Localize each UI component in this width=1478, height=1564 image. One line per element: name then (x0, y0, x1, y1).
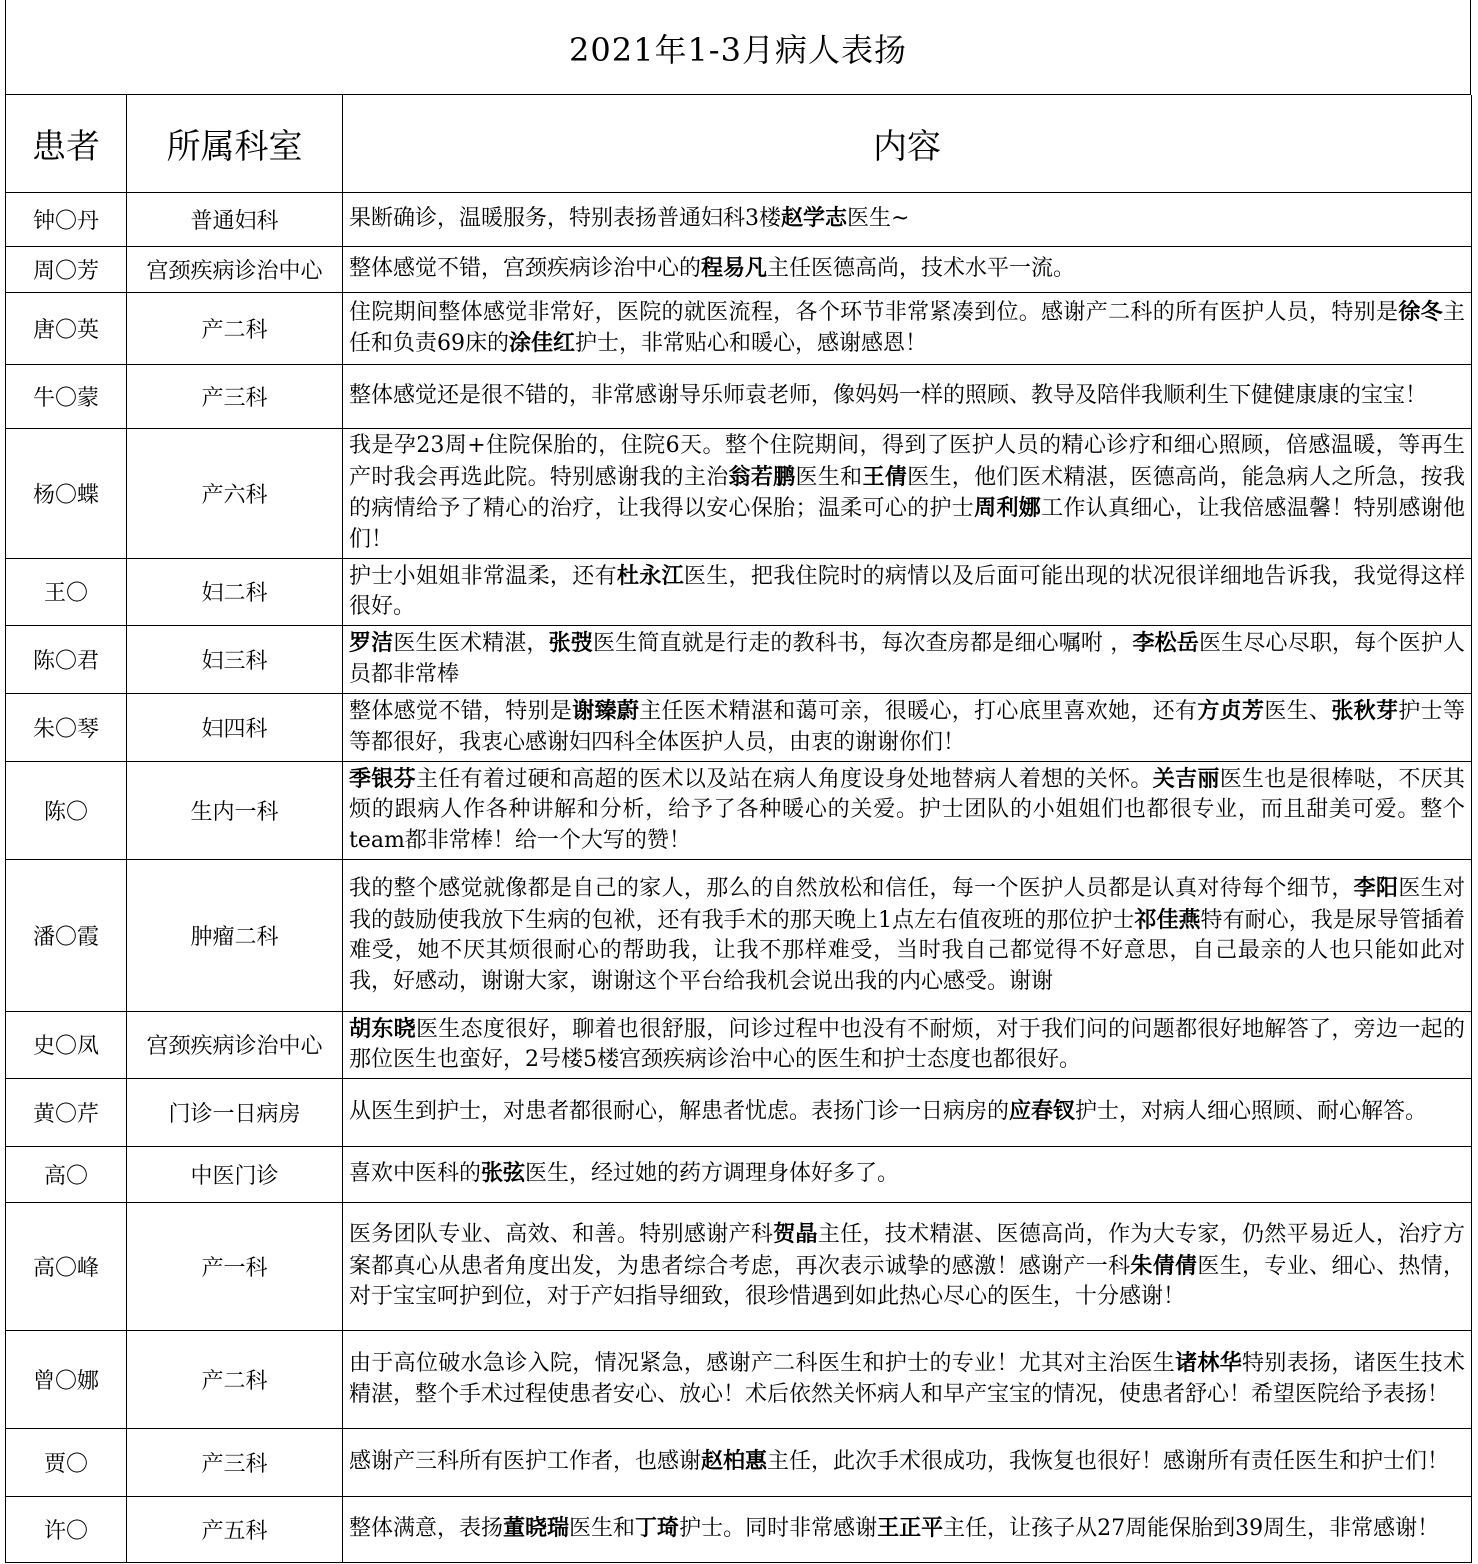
table-row (6, 246, 1472, 292)
patient-cell[interactable]: 陈〇 (6, 761, 127, 859)
content-text: 由于高位破水急诊入院，情况紧急，感谢产二科医生和护士的专业！尤其对主治医生 (349, 1351, 1176, 1376)
department-cell[interactable]: 产五科 (127, 1496, 343, 1562)
content-text: 主任有着过硬和高超的医术以及站在病人角度设身处地替病人着想的关怀。 (415, 766, 1153, 792)
staff-name: 张弦 (481, 1160, 526, 1187)
department-cell[interactable]: 宫颈疾病诊治中心 (127, 1011, 343, 1078)
header-department: 所属科室 (127, 95, 343, 192)
staff-name: 祁佳燕 (1134, 906, 1201, 933)
content-cell[interactable] (343, 246, 1472, 292)
content-text: 医生尽心尽职，每个医护人员都非常棒 (349, 631, 1465, 687)
staff-name: 赵柏惠 (701, 1448, 768, 1475)
department-cell[interactable]: 妇四科 (127, 693, 343, 761)
content-text: 感谢产三科所有医护工作者，也感谢 (349, 1449, 702, 1475)
department-cell[interactable]: 肿瘤二科 (127, 859, 343, 1011)
staff-name: 李松岳 (1132, 630, 1199, 656)
department-cell[interactable]: 宫颈疾病诊治中心 (127, 246, 343, 292)
content-cell[interactable] (343, 428, 1472, 558)
table-row (6, 1011, 1472, 1078)
staff-name: 朱倩倩 (1130, 1252, 1198, 1279)
content-text: 整体感觉不错，特别是 (349, 699, 573, 724)
patient-cell[interactable]: 朱〇琴 (6, 693, 127, 761)
content-cell[interactable] (343, 292, 1472, 364)
staff-name: 罗洁 (349, 630, 394, 656)
patient-cell[interactable]: 唐〇英 (6, 292, 127, 364)
staff-name: 贺晶 (773, 1221, 818, 1248)
content-text: 住院期间整体感觉非常好，医院的就医流程，各个环节非常紧凑到位。感谢产二科的所有医护人员，特别是 (349, 299, 1399, 325)
department-cell[interactable]: 中医门诊 (127, 1146, 343, 1202)
table-row (6, 1146, 1472, 1202)
staff-name: 胡东晓 (349, 1015, 416, 1042)
table-row (6, 1202, 1472, 1330)
table-row (6, 1428, 1472, 1496)
content-text: 整体感觉不错，宫颈疾病诊治中心的 (349, 256, 702, 282)
department-cell[interactable]: 产六科 (127, 428, 343, 558)
table-row (6, 558, 1472, 625)
table-row (6, 1078, 1472, 1146)
content-text: 从医生到护士，对患者都很耐心，解患者忧虑。表扬门诊一日病房的 (349, 1099, 1010, 1125)
staff-name: 涂佳红 (509, 330, 576, 356)
patient-cell[interactable]: 周〇芳 (6, 246, 127, 292)
content-cell[interactable] (343, 558, 1472, 625)
patient-cell[interactable]: 曾〇娜 (6, 1330, 127, 1428)
content-cell[interactable] (343, 1146, 1472, 1202)
content-text: 整体满意，表扬 (349, 1516, 504, 1542)
table-row (6, 859, 1472, 1011)
content-cell[interactable] (343, 693, 1472, 761)
content-text: 医生医术精湛， (393, 631, 549, 656)
patient-cell[interactable]: 高〇峰 (6, 1202, 127, 1330)
patient-cell[interactable]: 钟〇丹 (6, 192, 127, 246)
department-cell[interactable]: 产三科 (127, 364, 343, 428)
page-title: 2021年1-3月病人表扬 (569, 31, 907, 69)
content-cell[interactable] (343, 364, 1472, 428)
content-text: 护士等等都很好，我衷心感谢妇四科全体医护人员，由衷的谢谢你们！ (349, 699, 1465, 755)
staff-name: 翁若鹏 (728, 463, 796, 490)
table-row (6, 693, 1472, 761)
staff-name: 赵学志 (781, 205, 848, 232)
staff-name: 董晓瑞 (503, 1515, 570, 1542)
content-text: 主任和负责69床的 (349, 299, 1465, 356)
content-cell[interactable] (343, 1496, 1472, 1562)
content-text: 医生也是很棒哒，不厌其烦的跟病人作各种讲解和分析，给予了各种暖心的关爱。护士团队的小姐姐们也都很专业，而且甜美可爱。整个team都非常棒！给一个大写的赞！ (349, 766, 1465, 853)
content-cell[interactable] (343, 625, 1472, 693)
content-text: 我是孕23周+住院保胎的，住院6天。整个住院期间，得到了医护人员的精心诊疗和细心照顾，倍感温暖，等再生产时我会再选此院。特别感谢我的主治 (349, 433, 1465, 490)
staff-name: 谢臻蔚 (572, 698, 640, 724)
content-text: 医生~ (847, 206, 910, 232)
content-text: 整体感觉还是很不错的，非常感谢导乐师袁老师，像妈妈一样的照顾、教导及陪伴我顺利生下健健康康的宝宝！ (349, 382, 1428, 408)
department-cell[interactable]: 妇三科 (127, 625, 343, 693)
content-text: 主任，让孩子从27周能保胎到39周生，非常感谢！ (943, 1516, 1440, 1542)
staff-name: 关吉丽 (1152, 765, 1220, 792)
content-text: 医务团队专业、高效、和善。特别感谢产科 (349, 1222, 774, 1248)
table-row (6, 625, 1472, 693)
content-cell[interactable] (343, 859, 1472, 1011)
table-row (6, 1330, 1472, 1428)
content-cell[interactable] (343, 1202, 1472, 1330)
patient-cell[interactable]: 贾〇 (6, 1428, 127, 1496)
content-text: 特有耐心，我是尿导管插着难受，她不厌其烦很耐心的帮助我，让我不那样难受，当时我自己都觉得不好意思，自己最亲的人也只能如此对我，好感动，谢谢大家，谢谢这个平台给我机会说出我的内心感受。谢谢 (349, 907, 1465, 994)
content-text: 护士，非常贴心和暖心，感谢感恩！ (575, 331, 928, 356)
staff-name: 王正平 (877, 1515, 944, 1542)
content-cell[interactable] (343, 761, 1472, 859)
content-text: 工作认真细心，让我倍感温馨！特别感谢他们！ (349, 496, 1465, 552)
table-row (6, 428, 1472, 558)
content-cell[interactable] (343, 1011, 1472, 1078)
table-body (6, 192, 1472, 1562)
staff-name: 张秋芽 (1331, 698, 1399, 724)
department-cell[interactable]: 妇二科 (127, 558, 343, 625)
content-text: 主任，技术精湛、医德高尚，作为大专家，仍然平易近人，治疗方案都真心从患者角度出发，为患者综合考虑，再次表示诚挚的感激！感谢产一科 (349, 1222, 1465, 1279)
content-text: 医生，把我住院时的病情以及后面可能出现的状况很详细地告诉我，我觉得这样很好。 (349, 563, 1465, 619)
content-text: 主任医德高尚，技术水平一流。 (767, 256, 1076, 282)
patient-cell[interactable]: 牛〇蒙 (6, 364, 127, 428)
spreadsheet (5, 0, 1471, 1563)
content-text: 护士。同时非常感谢 (679, 1516, 878, 1542)
staff-name: 杜永江 (616, 562, 684, 589)
header-content: 内容 (343, 95, 1472, 192)
content-text: 主任医术精湛和蔼可亲，很暖心，打心底里喜欢她，还有 (639, 699, 1198, 724)
department-cell[interactable]: 普通妇科 (127, 192, 343, 246)
content-text: 医生，经过她的药方调理身体好多了。 (525, 1161, 900, 1187)
content-text: 护士小姐姐非常温柔，还有 (349, 563, 617, 589)
content-text: 喜欢中医科的 (349, 1161, 482, 1187)
content-text: 医生，他们医术精湛，医德高尚，能急病人之所急，按我的病情给予了精心的治疗，让我得以安心保胎；温柔可心的护士 (349, 464, 1465, 521)
content-cell[interactable] (343, 1330, 1472, 1428)
staff-name: 季银芬 (349, 765, 416, 792)
staff-name: 丁琦 (635, 1515, 680, 1542)
patient-cell[interactable]: 高〇 (6, 1146, 127, 1202)
table-row (6, 192, 1472, 246)
header-patient: 患者 (6, 95, 127, 192)
staff-name: 张弢 (548, 630, 593, 656)
content-text: 医生，专业、细心、热情，对于宝宝呵护到位，对于产妇指导细致，很珍惜遇到如此热心尽心的医生，十分感谢！ (349, 1253, 1465, 1310)
table-row (6, 364, 1472, 428)
content-text: 主任，此次手术很成功，我恢复也很好！感谢所有责任医生和护士们！ (767, 1449, 1450, 1475)
content-text: 特别表扬，诸医生技术精湛，整个手术过程使患者安心、放心！术后依然关怀病人和早产宝宝的情况，使患者舒心！希望医院给予表扬！ (349, 1351, 1465, 1407)
patient-cell[interactable]: 陈〇君 (6, 625, 127, 693)
patient-cell[interactable]: 潘〇霞 (6, 859, 127, 1011)
department-cell[interactable]: 产二科 (127, 1330, 343, 1428)
patient-cell[interactable]: 史〇凤 (6, 1011, 127, 1078)
table-row (6, 761, 1472, 859)
patient-cell[interactable]: 王〇 (6, 558, 127, 625)
content-text: 医生和 (569, 1516, 636, 1542)
staff-name: 周利娜 (974, 495, 1042, 521)
content-cell[interactable] (343, 1428, 1472, 1496)
table-row (6, 292, 1472, 364)
content-text: 医生简直就是行走的教科书，每次查房都是细心嘱咐 ， (592, 631, 1133, 656)
department-cell[interactable]: 产三科 (127, 1428, 343, 1496)
staff-name: 徐冬 (1398, 298, 1443, 325)
content-cell[interactable] (343, 1078, 1472, 1146)
content-text: 我的整个感觉就像都是自己的家人，那么的自然放松和信任，每一个医护人员都是认真对待每个细节， (349, 876, 1354, 901)
table-row (6, 1496, 1472, 1562)
staff-name: 诸林华 (1175, 1350, 1243, 1376)
content-text: 果断确诊，温暖服务，特别表扬普通妇科3楼 (349, 206, 781, 232)
department-cell[interactable]: 生内一科 (127, 761, 343, 859)
staff-name: 程易凡 (701, 255, 768, 282)
staff-name: 方贞芳 (1197, 698, 1265, 724)
content-text: 医生态度很好，聊着也很舒服，问诊过程中也没有不耐烦，对于我们问的问题都很好地解答了，旁边一起的那位医生也蛮好，2号楼5楼宫颈疾病诊治中心的医生和护士态度也都很好。 (349, 1016, 1465, 1072)
title-row (5, 0, 1471, 95)
content-text: 医生、 (1264, 699, 1332, 724)
content-cell[interactable] (343, 192, 1472, 246)
header-row (6, 95, 1472, 192)
department-cell[interactable]: 产一科 (127, 1202, 343, 1330)
praise-table (5, 95, 1472, 1563)
staff-name: 王倩 (862, 463, 908, 490)
patient-cell[interactable]: 许〇 (6, 1496, 127, 1562)
department-cell[interactable]: 产二科 (127, 292, 343, 364)
content-text: 护士，对病人细心照顾、耐心解答。 (1075, 1099, 1428, 1125)
patient-cell[interactable]: 黄〇芹 (6, 1078, 127, 1146)
content-text: 医生对我的鼓励使我放下生病的包袱，还有我手术的那天晚上1点左右值夜班的那位护士 (349, 876, 1465, 933)
content-text: 医生和 (795, 464, 863, 490)
department-cell[interactable]: 门诊一日病房 (127, 1078, 343, 1146)
patient-cell[interactable]: 杨〇蝶 (6, 428, 127, 558)
staff-name: 应春钗 (1009, 1098, 1076, 1125)
staff-name: 李阳 (1353, 875, 1399, 901)
